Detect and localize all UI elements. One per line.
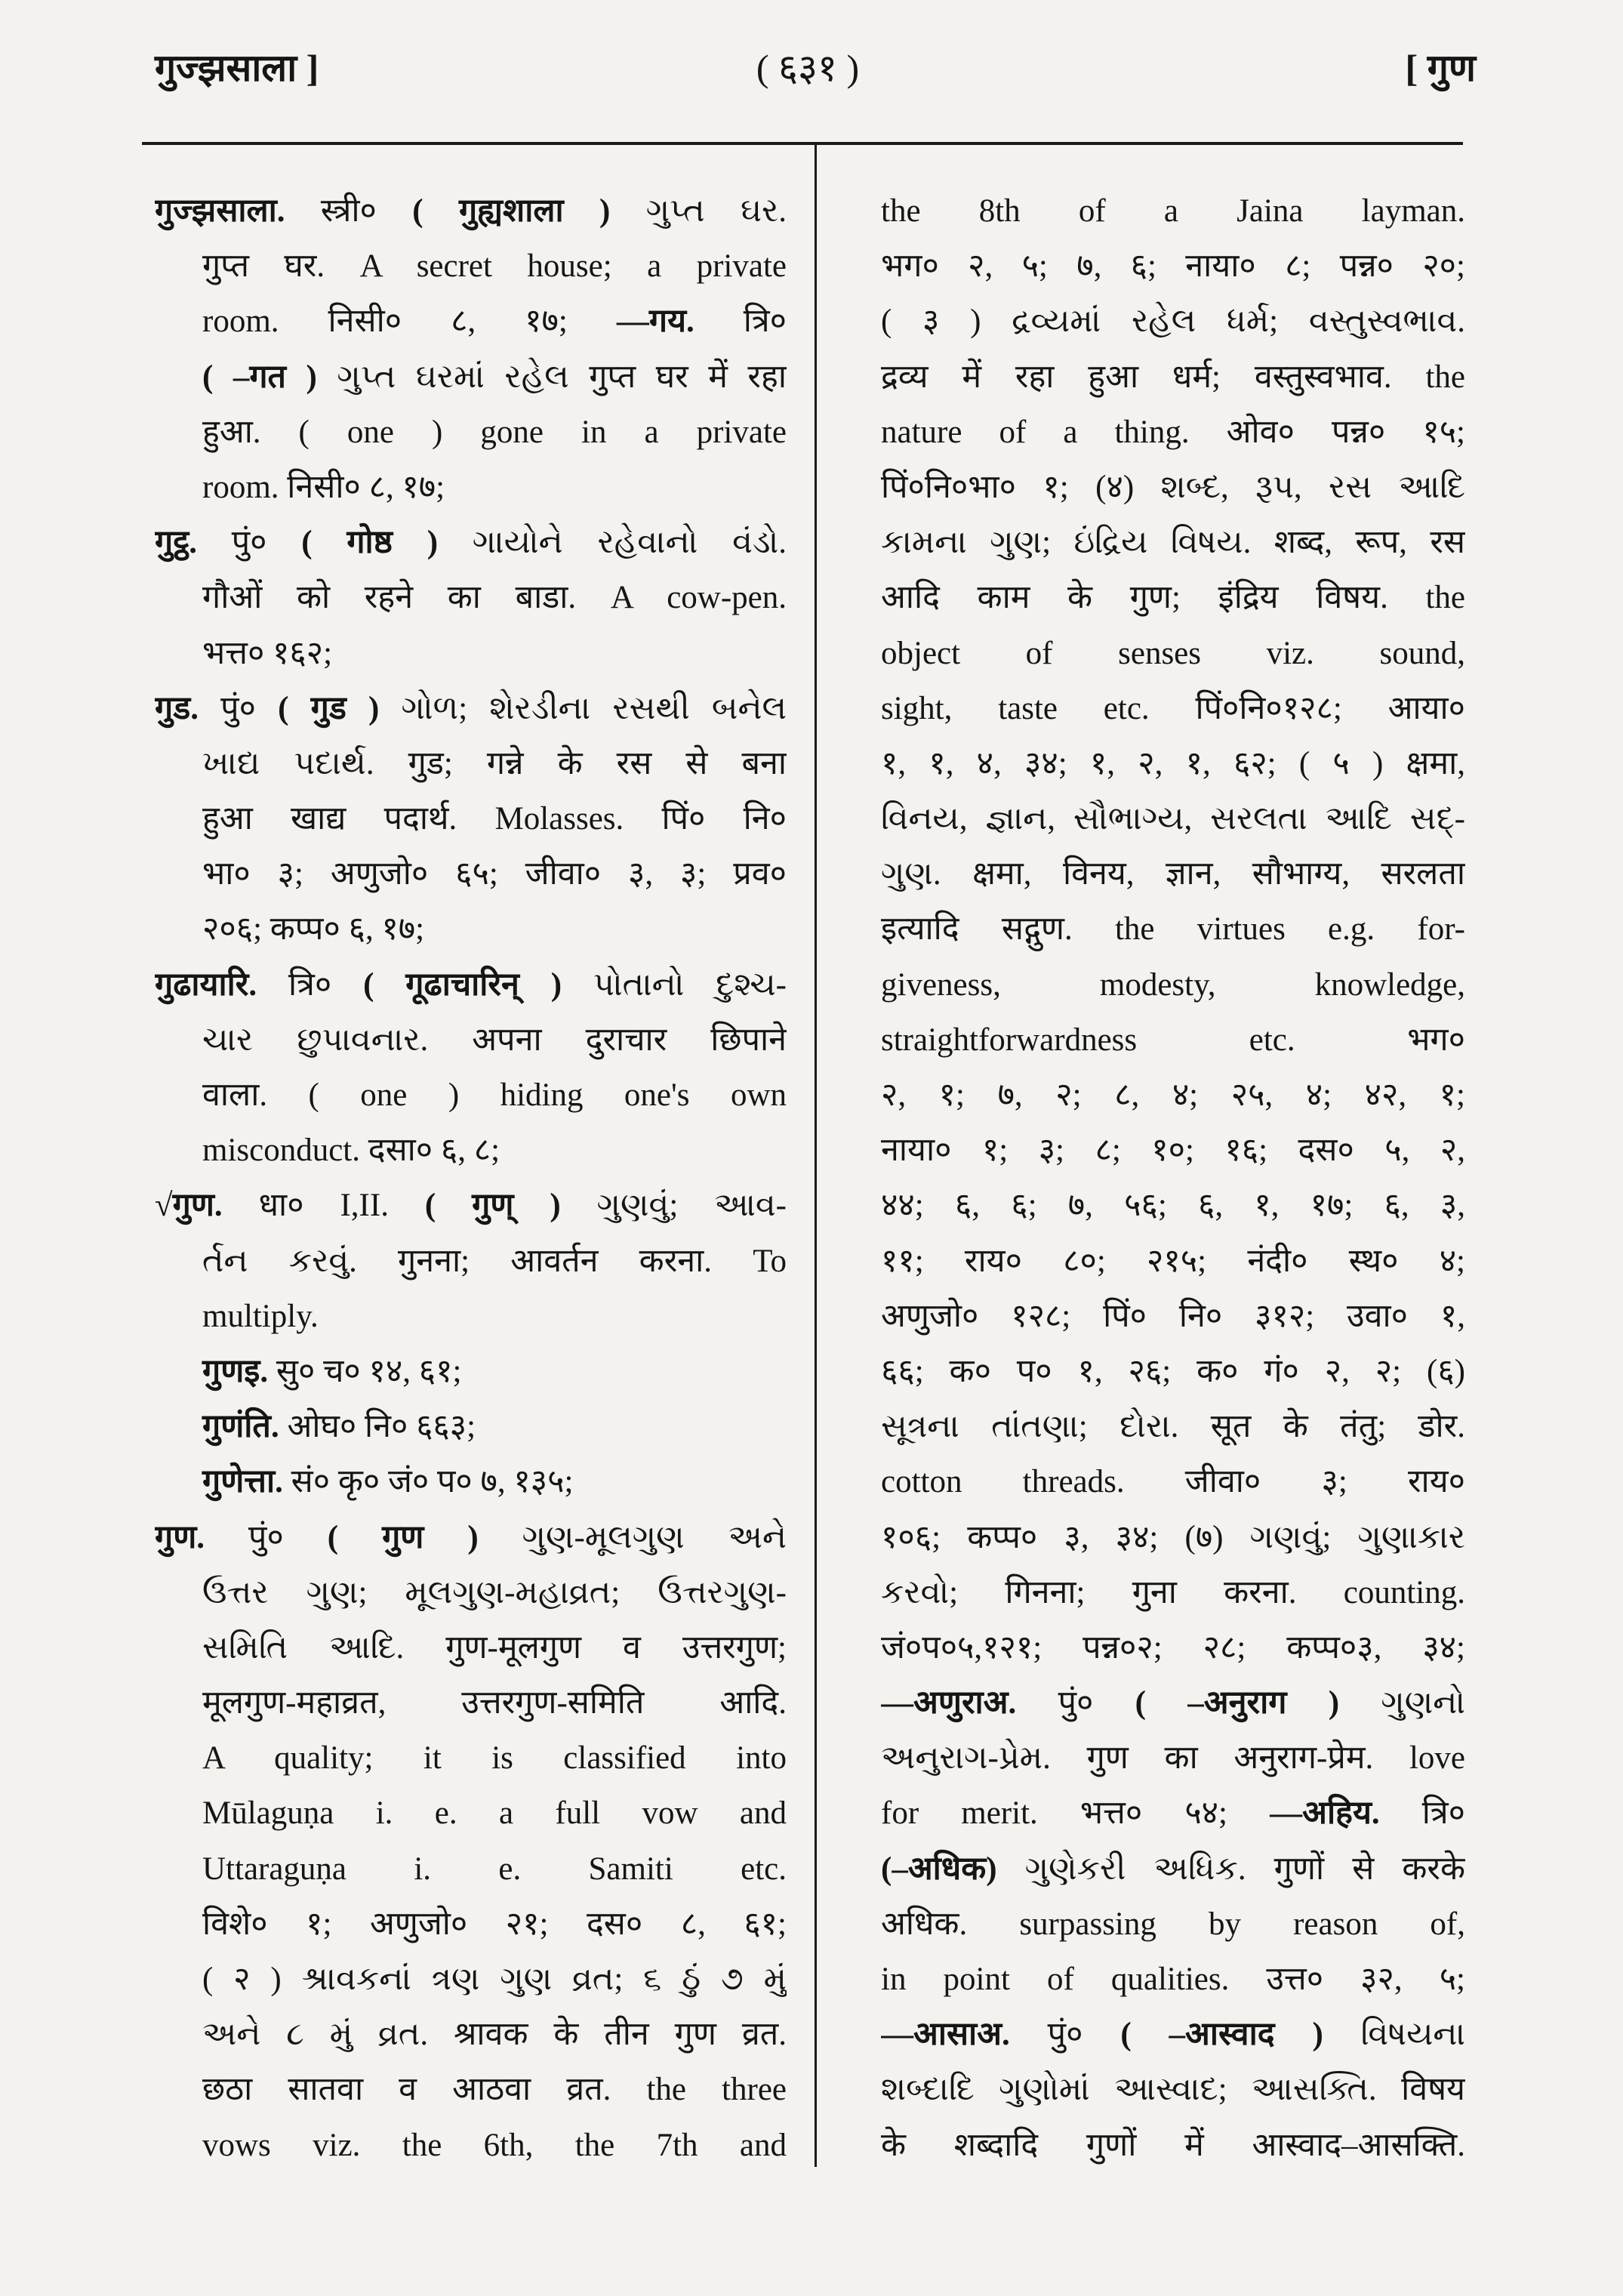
line-text: Mūlaguṇa i. e. a full vow and — [202, 1795, 787, 1832]
entry-line — [881, 1068, 1465, 1123]
line-text: પોતાનો દુશ્ચ- — [562, 966, 787, 1003]
entry-line — [155, 460, 787, 515]
sub-headword: गुणेत्ता. — [202, 1464, 283, 1500]
line-text: त्रि० — [257, 966, 364, 1003]
sub-headword: —अणुराअ. — [881, 1685, 1017, 1721]
entry-line — [155, 1012, 787, 1068]
entry-line — [881, 1454, 1465, 1509]
line-text: पुं० — [1016, 1685, 1135, 1721]
entry-line — [155, 901, 787, 957]
line-text: ( २ ) શ્રાવકનાં ત્રણ ગુણ વ્રત; ૬ ઠું ૭ મું — [202, 1962, 787, 1997]
line-text: વિષયના — [1323, 2017, 1465, 2053]
entry-line — [155, 957, 787, 1012]
entry-line — [881, 626, 1465, 681]
running-head-right: [ गुण — [1405, 47, 1476, 89]
line-text: ६६; क० प० १, २६; क० गं० २, २; (६) — [881, 1353, 1465, 1389]
entry-line — [881, 791, 1465, 846]
running-head-left: गुज्झसाला ] — [155, 47, 319, 89]
entry-line — [881, 846, 1465, 901]
entry-line — [155, 1620, 787, 1675]
header-rule — [142, 142, 1463, 145]
entry-line — [155, 846, 787, 901]
entry-line — [155, 1786, 787, 1841]
line-text: ગુણ. क्षमा, विनय, ज्ञान, सौभाग्य, सरलता — [881, 856, 1465, 892]
entry-line — [155, 2118, 787, 2173]
entry-line — [881, 350, 1465, 405]
root-check-mark: √ — [155, 1188, 173, 1224]
entry-line — [155, 239, 787, 294]
line-text: भग० २, ५; ७, ६; नाया० ८; पन्न० २०; — [881, 248, 1465, 285]
line-text: भत्त० १६२; — [202, 635, 333, 671]
entry-line — [155, 1068, 787, 1123]
etymon: ( –आस्वाद ) — [1120, 2017, 1323, 2053]
sub-headword: —अहिय. — [1270, 1795, 1380, 1832]
line-text: स्त्री० — [285, 193, 413, 229]
line-text: Uttaraguṇa i. e. Samiti etc. — [202, 1851, 787, 1887]
line-text: गुप्त घर. A secret house; a private — [202, 248, 787, 285]
line-text: for merit. भत्त० ५४; — [881, 1795, 1270, 1832]
entry-line — [881, 1123, 1465, 1178]
entry-line — [881, 681, 1465, 736]
entry-line — [155, 2062, 787, 2117]
right-column — [881, 183, 1465, 2173]
entry-line — [881, 460, 1465, 515]
entry-line — [881, 1897, 1465, 1952]
entry-line — [155, 1234, 787, 1289]
line-text: room. निसी० ८, १७; — [202, 304, 617, 340]
line-text: object of senses viz. sound, — [881, 635, 1465, 671]
line-text: पुं० — [197, 525, 302, 561]
line-text: સૂત્રના તાંતણા; દોરા. सूत के तंतु; डोर. — [881, 1409, 1465, 1445]
line-text: सं० कृ० जं० प० ७, १३५; — [282, 1464, 574, 1500]
line-text: ર્તન કરવું. गुनना; आवर्तन करना. To — [202, 1243, 787, 1279]
line-text: नाया० १; ३; ८; १०; १६; दस० ५, २, — [881, 1133, 1465, 1169]
sub-headword: गुणंति. — [202, 1409, 279, 1445]
entry-line — [881, 2062, 1465, 2117]
entry-line — [155, 1841, 787, 1897]
line-text: અનુરાગ-પ્રેમ. गुण का अनुराग-प्रेम. love — [881, 1740, 1465, 1777]
line-text: સમિતિ આદિ. गुण-मूलगुण व उत्तरगुण; — [202, 1629, 787, 1666]
etymon: ( गुण् ) — [424, 1188, 561, 1224]
entry-line — [881, 2118, 1465, 2173]
column-divider — [815, 143, 817, 2167]
etymon: ( गुह्यशाला ) — [412, 193, 611, 229]
left-column — [155, 183, 787, 2173]
line-text: in point of qualities. उत्त० ३२, ५; — [881, 1962, 1465, 1997]
line-text: पिं०नि०भा० १; (४) શબ્દ, રૂપ, રસ આદિ — [881, 469, 1465, 505]
line-text: ગુણવું; આવ- — [560, 1188, 787, 1224]
entry-line — [881, 1234, 1465, 1289]
line-text: द्रव्य में रहा हुआ धर्म; वस्तुस्वभाव. the — [881, 359, 1465, 395]
entry-line — [155, 405, 787, 460]
line-text: भा० ३; अणुजो० ६५; जीवा० ३, ३; प्रव० — [202, 856, 787, 892]
line-text: ગોળ; શેરડીના રસથી બનેલ — [379, 690, 787, 726]
line-text: पुं० — [198, 690, 279, 726]
line-text: जं०प०५,१२१; पन्न०२; २८; कप्प०३, ३४; — [881, 1629, 1465, 1666]
entry-line — [155, 1178, 787, 1233]
line-text: हुआ. ( one ) gone in a private — [202, 414, 787, 450]
sub-headword: —आसाअ. — [881, 2017, 1010, 2053]
line-text: सु० च० १४, ६१; — [268, 1353, 462, 1389]
line-text: વિનય, જ્ઞાન, સૌભાગ્ય, સરલતા આદિ સદ્- — [881, 801, 1465, 837]
line-text: गौओं को रहने का बाडा. A cow-pen. — [202, 580, 787, 616]
line-text: २, १; ७, २; ८, ४; २५, ४; ४२, १; — [881, 1077, 1465, 1113]
entry-line — [155, 1675, 787, 1730]
entry-line — [155, 350, 787, 405]
line-text: १०६; कप्प० ३, ३४; (७) ગણવું; ગુણાકાર — [881, 1519, 1465, 1555]
line-text: the 8th of a Jaina layman. — [881, 193, 1465, 229]
line-text: त्रि० — [1379, 1795, 1465, 1832]
entry-line — [155, 1897, 787, 1952]
line-text: पुं० — [1009, 2017, 1121, 2053]
entry-line — [155, 1510, 787, 1565]
entry-line — [155, 1730, 787, 1786]
headword: गुढायारि. — [155, 966, 257, 1003]
entry-line — [155, 736, 787, 791]
entry-line — [881, 1786, 1465, 1841]
line-text: त्रि० — [694, 304, 787, 340]
line-text: multiply. — [202, 1298, 319, 1334]
headword: गुड. — [155, 690, 199, 726]
line-text: के शब्दादि गुणों में आस्वाद–आसक्ति. — [881, 2127, 1465, 2163]
entry-line — [881, 1012, 1465, 1068]
line-text: विशे० १; अणुजो० २१; दस० ८, ६१; — [202, 1906, 787, 1942]
etymon: ( गुण ) — [327, 1519, 479, 1555]
entry-line — [881, 1841, 1465, 1897]
headword: गुण. — [155, 1519, 205, 1555]
etymon: ( गुड ) — [278, 690, 380, 726]
entry-line — [155, 626, 787, 681]
line-text: ચાર છુપાવનાર. अपना दुराचार छिपाने — [202, 1022, 787, 1058]
sub-headword: —गय. — [616, 304, 694, 340]
line-text: मूलगुण-महाव्रत, उत्तरगुण-समिति आदि. — [202, 1685, 787, 1721]
line-text: ગાયોને રહેવાનો વંડો. — [438, 525, 787, 561]
line-text: ગુપ્ત ઘરમાં રહેલ गुप्त घर में रहा — [316, 359, 787, 395]
entry-line — [881, 1730, 1465, 1786]
sub-headword: गुणइ. — [202, 1353, 269, 1389]
entry-line — [881, 294, 1465, 349]
line-text: A quality; it is classified into — [202, 1740, 787, 1777]
entry-line — [881, 1565, 1465, 1620]
headword: गुट्ठ. — [155, 525, 197, 561]
line-text: अणुजो० १२८; पिं० नि० ३१२; उवा० १, — [881, 1298, 1465, 1334]
entry-line — [881, 957, 1465, 1012]
entry-line — [155, 183, 787, 239]
line-text: vows viz. the 6th, the 7th and — [202, 2127, 787, 2163]
page-number: ( ६३१ ) — [756, 47, 860, 89]
line-text: ગુણ-મૂલગુણ અને — [478, 1519, 787, 1555]
entry-line — [881, 736, 1465, 791]
entry-line — [155, 1454, 787, 1509]
entry-line — [155, 2007, 787, 2062]
line-text: पुं० — [205, 1519, 328, 1555]
entry-line — [155, 1344, 787, 1399]
line-text: cotton threads. जीवा० ३; राय० — [881, 1464, 1465, 1500]
line-text: छठा सातवा व आठवा व्रत. the three — [202, 2072, 787, 2108]
line-text: वाला. ( one ) hiding one's own — [202, 1077, 787, 1113]
entry-line — [881, 1289, 1465, 1344]
entry-line — [881, 1510, 1465, 1565]
entry-line — [881, 239, 1465, 294]
line-text: અને ૮ મું વ્રત. श्रावक के तीन गुण व्रत. — [202, 2017, 787, 2053]
line-text: आदि काम के गुण; इंद्रिय विषय. the — [881, 580, 1465, 616]
line-text: ગુણેકરી અધિક. गुणों से करके — [996, 1851, 1465, 1887]
line-text: ખાદ્ય પદાર્થ. गुड; गन्ने के रस से बना — [202, 745, 787, 781]
entry-line — [881, 1620, 1465, 1675]
line-text: giveness, modesty, knowledge, — [881, 966, 1465, 1003]
line-text: ओघ० नि० ६६३; — [279, 1409, 476, 1445]
line-text: કરવો; गिनना; गुना करना. counting. — [881, 1574, 1465, 1610]
line-text: धा० I,II. — [222, 1188, 425, 1224]
entry-line — [881, 1675, 1465, 1730]
entry-line — [881, 515, 1465, 570]
line-text: २०६; कप्प० ६, १७; — [202, 911, 425, 948]
line-text: १, १, ४, ३४; १, २, १, ६२; ( ५ ) क्षमा, — [881, 745, 1465, 781]
entry-line — [155, 1565, 787, 1620]
entry-line — [881, 1344, 1465, 1399]
etymon: (–अधिक) — [881, 1851, 997, 1887]
etymon: ( गूढाचारिन् ) — [363, 966, 562, 1003]
entry-line — [155, 791, 787, 846]
line-text: ( ३ ) દ્રવ્યમાં રહેલ ધર્મ; વસ્તુસ્વભાવ. — [881, 304, 1465, 340]
line-text: ४४; ६, ६; ७, ५६; ६, १, १७; ६, ३, — [881, 1188, 1465, 1224]
entry-line — [881, 2007, 1465, 2062]
line-text: ११; राय० ८०; २१५; नंदी० स्थ० ४; — [881, 1243, 1465, 1279]
entry-line — [155, 515, 787, 570]
line-text: શબ્દાદિ ગુણોમાં આસ્વાદ; આસક્તિ. विषय — [881, 2072, 1465, 2108]
line-text: ઉત્તર ગુણ; મૂલગુણ-મહાવ્રત; ઉત્તરગુણ- — [202, 1574, 787, 1610]
entry-line — [155, 1123, 787, 1178]
headword: गुज्झसाला. — [155, 193, 285, 229]
entry-line — [881, 1178, 1465, 1233]
etymon: ( गोष्ठ ) — [301, 525, 439, 561]
etymon: ( –गत ) — [202, 359, 317, 395]
entry-line — [155, 570, 787, 625]
headword: गुण. — [172, 1188, 223, 1224]
line-text: કામના ગુણ; ઇંદ્રિય વિષય. शब्द, रूप, रस — [881, 525, 1465, 561]
line-text: ગુપ્ત ઘર. — [610, 193, 787, 229]
entry-line — [881, 405, 1465, 460]
etymon: ( –अनुराग ) — [1135, 1685, 1340, 1721]
line-text: ગુણનો — [1339, 1685, 1465, 1721]
entry-line — [155, 294, 787, 349]
entry-line — [155, 681, 787, 736]
line-text: misconduct. दसा० ६, ८; — [202, 1133, 500, 1169]
line-text: अधिक. surpassing by reason of, — [881, 1906, 1465, 1942]
entry-line — [881, 570, 1465, 625]
entry-line — [881, 183, 1465, 239]
line-text: sight, taste etc. पिं०नि०१२८; आया० — [881, 690, 1465, 726]
line-text: straightforwardness etc. भग० — [881, 1022, 1465, 1058]
entry-line — [155, 1399, 787, 1454]
entry-line — [881, 1952, 1465, 2007]
line-text: room. निसी० ८, १७; — [202, 469, 445, 505]
line-text: इत्यादि सद्गुण. the virtues e.g. for- — [881, 911, 1465, 948]
entry-line — [155, 1289, 787, 1344]
entry-line — [155, 1952, 787, 2007]
entry-line — [881, 1399, 1465, 1454]
entry-line — [881, 901, 1465, 957]
line-text: हुआ खाद्य पदार्थ. Molasses. पिं० नि० — [202, 801, 787, 837]
line-text: nature of a thing. ओव० पन्न० १५; — [881, 414, 1465, 450]
